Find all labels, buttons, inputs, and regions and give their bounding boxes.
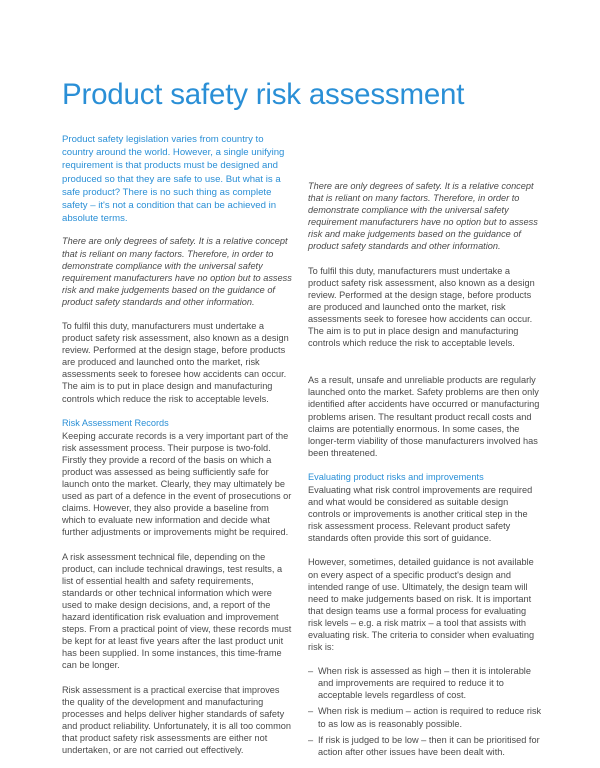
- body-paragraph: A risk assessment technical file, depending on the product, can include technical drawings, test results, a list of essential health and safety requirements, standards or other technical information which were used to make design decisions, and, a report of the hazard identification risk evaluation and improvement steps. From a practical point of view, these records must be kept for at least five years after the last product unit has been supplied. In some instances, this time-frame can be longer.: [62, 551, 292, 671]
- dash-bullet: –: [308, 734, 314, 745]
- italic-paragraph: There are only degrees of safety. It is a relative concept that is reliant on many factors. Therefore, in order to demonstrate compliance with the universal safety requirement manufacturers have no option but to assess risk and make judgements based on the guidance of product safety standards and other information.: [308, 181, 538, 252]
- body-paragraph: To fulfil this duty, manufacturers must undertake a product safety risk assessment, also known as a design review. Performed at the design stage, before products are produced and launched onto the market, risk assessments seek to foresee how accidents can occur. The aim is to put in place design and manufacturing controls which reduce the risk to acceptable levels.: [62, 320, 289, 404]
- list-item: [308, 734, 542, 758]
- body-paragraph: Evaluating what risk control improvements are required and what would be considered as suitable design controls or improvements is another critical step in the risk assessment process. Relevant product safety standards often provide this sort of guidance.: [308, 484, 533, 544]
- body-paragraph: However, sometimes, detailed guidance is not available on every aspect of a specific product's design and intended range of use. Ultimately, the design team will need to make judgements based on risk. It is important that design teams use a formal process for evaluating risk levels – e.g. a risk matrix – a tool that assists with evaluating risk. The criteria to consider when evaluating risk is:: [308, 557, 535, 653]
- list-item: [308, 665, 542, 701]
- section-heading-evaluating: Evaluating product risks and improvements: [308, 471, 484, 482]
- list-item-text: When risk is medium – action is required to reduce risk to as low as is reasonably possible.: [318, 706, 542, 729]
- list-item-text: If risk is judged to be low – then it can be prioritised for action after other issues have been dealt with.: [318, 734, 540, 757]
- left-column: [62, 133, 294, 768]
- page-title: Product safety risk assessment: [62, 78, 465, 111]
- list-item-text: When risk is assessed as high – then it is intolerable and improvements are required to reduce it to acceptable levels regardless of cost.: [318, 666, 531, 701]
- dash-bullet: –: [308, 666, 314, 677]
- section-heading-records: Risk Assessment Records: [62, 417, 169, 428]
- list-item: [308, 705, 542, 729]
- right-column: [308, 180, 542, 762]
- body-paragraph: Keeping accurate records is a very important part of the risk assessment process. Their purpose is two-fold. Firstly they provide a record of the basis on which a product was assessed as being sufficiently safe for launch onto the market. Clearly, they may ultimately be used as part of a defence in the event of prosecutions or claims. However, they also provide a baseline from which to evaluate new information and decide what further adjustments or improvements might be required.: [62, 430, 292, 538]
- body-paragraph: To fulfil this duty, manufacturers must undertake a product safety risk assessment, also known as a design review. Performed at the design stage, before products are produced and launched onto the market, risk assessments seek to foresee how accidents can occur. The aim is to put in place design and manufacturing controls which reduce the risk to acceptable levels.: [308, 265, 535, 349]
- dash-bullet: –: [308, 706, 314, 717]
- body-paragraph: Risk assessment is a practical exercise that improves the quality of the development and manufacturing processes and helps deliver higher standards of safety and product reliability. Unfortunately, it is all too common that product safety risk assessments are either not undertaken, or are not carried out effectively.: [62, 684, 291, 755]
- body-paragraph: As a result, unsafe and unreliable products are regularly launched onto the market. Safety problems are then only identified after accidents have occurred or manufacturing problems arisen. The resultant product recall costs and claims are potentially enormous. In some cases, the longer-term viability of those manufacturers involved has been threatened.: [308, 375, 540, 458]
- italic-paragraph: There are only degrees of safety. It is a relative concept that is reliant on many factors. Therefore, in order to demonstrate compliance with the universal safety requirement manufacturers have no option but to assess risk and make judgements based on the guidance of product safety standards and other information.: [62, 236, 292, 307]
- intro-paragraph: Product safety legislation varies from country to country around the world. However, a single unifying requirement is that products must be designed and produced so that they are safe to use. But what is a safe product? There is no such thing as complete safety – it's not a condition that can be achieved in absolute terms.: [62, 134, 285, 225]
